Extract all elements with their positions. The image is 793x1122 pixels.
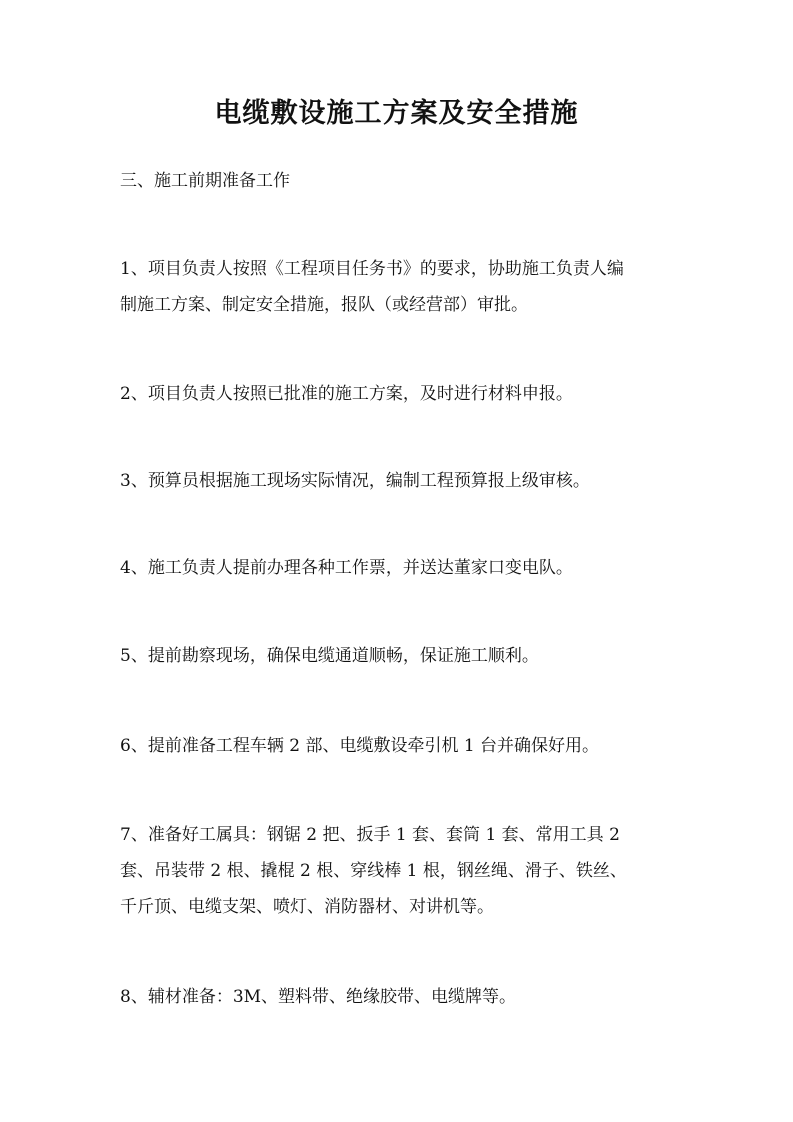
section-heading: 三、施工前期准备工作 <box>120 171 290 191</box>
paragraph-item-8 <box>120 979 680 1015</box>
paragraph-item-7 <box>120 817 680 925</box>
paragraph-line: 5、提前勘察现场，确保电缆通道顺畅，保证施工顺利。 <box>120 646 539 666</box>
paragraph-line: 2、项目负责人按照已批准的施工方案，及时进行材料申报。 <box>120 384 573 404</box>
paragraph-line: 套、吊装带 2 根、撬棍 2 根、穿线棒 1 根，钢丝绳、滑子、铁丝、 <box>120 861 627 881</box>
paragraph-line: 1、项目负责人按照《工程项目任务书》的要求，协助施工负责人编 <box>120 259 624 279</box>
paragraph-item-1 <box>120 251 680 323</box>
paragraph-line: 4、施工负责人提前办理各种工作票，并送达董家口变电队。 <box>120 558 573 578</box>
document-title: 电缆敷设施工方案及安全措施 <box>214 98 579 129</box>
paragraph-item-2 <box>120 376 680 412</box>
paragraph-line: 7、准备好工属具：钢锯 2 把、扳手 1 套、套筒 1 套、常用工具 2 <box>120 825 620 845</box>
paragraph-item-5 <box>120 638 680 674</box>
paragraph-item-3 <box>120 463 680 499</box>
paragraph-line: 8、辅材准备：3M、塑料带、绝缘胶带、电缆牌等。 <box>120 987 517 1007</box>
paragraph-line: 3、预算员根据施工现场实际情况，编制工程预算报上级审核。 <box>120 471 590 491</box>
paragraph-line: 6、提前准备工程车辆 2 部、电缆敷设牵引机 1 台并确保好用。 <box>120 736 600 756</box>
paragraph-line: 制施工方案、制定安全措施，报队（或经营部）审批。 <box>120 295 528 315</box>
paragraph-item-4 <box>120 550 680 586</box>
paragraph-line: 千斤顶、电缆支架、喷灯、消防器材、对讲机等。 <box>120 897 494 917</box>
paragraph-item-6 <box>120 728 680 764</box>
